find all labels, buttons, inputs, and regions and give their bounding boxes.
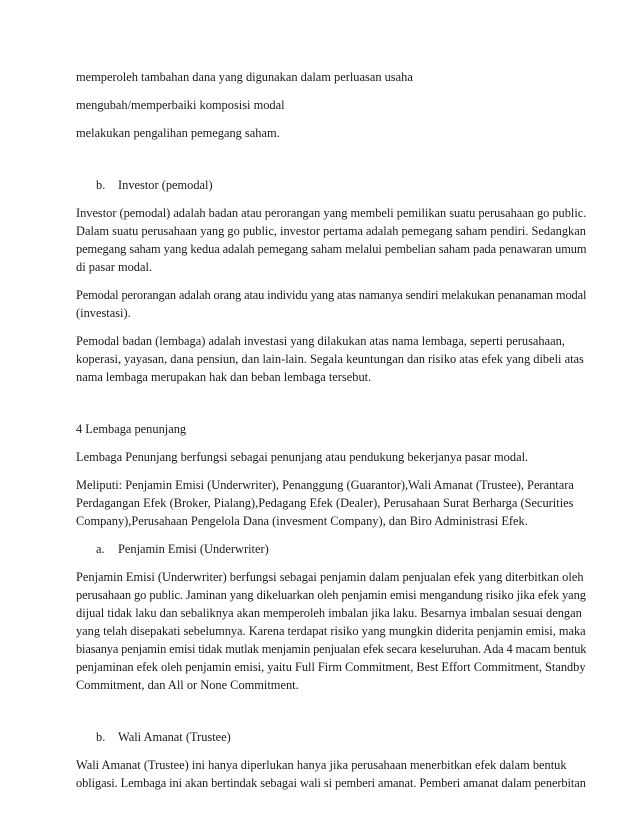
text-line: 4 Lembaga penunjang [76, 422, 187, 436]
section-heading-lembaga-penunjang [76, 420, 568, 438]
list-item-heading: Penjamin Emisi (Underwriter) [118, 542, 269, 556]
list-item-heading: Wali Amanat (Trustee) [118, 730, 231, 744]
text-line: biasanya penjamin emisi tidak mutlak menjamin penjualan efek secara keseluruhan. Ada 4 macam bentuk [76, 642, 587, 656]
paragraph-pemodal-perorangan [76, 286, 587, 322]
paragraph-lembaga-fungsi [76, 448, 568, 466]
list-item-investor [76, 176, 568, 194]
paragraph-meliputi [76, 476, 574, 530]
text-line: Pemodal badan (lembaga) adalah investasi yang dilakukan atas nama lembaga, seperti perusahaan, [76, 334, 565, 348]
paragraph-tujuan-1 [76, 68, 568, 86]
text-line: obligasi. Lembaga ini akan bertindak sebagai wali si pemberi amanat. Pemberi amanat dalam penerbitan [76, 776, 586, 790]
text-line: (investasi). [76, 306, 131, 320]
list-marker: b. [96, 730, 106, 744]
text-line: Investor (pemodal) adalah badan atau perorangan yang membeli pemilikan suatu perusahaan go public. [76, 206, 587, 220]
text-line: Perdagangan Efek (Broker, Pialang),Pedagang Efek (Dealer), Perusahaan Surat Berharga (Securities [76, 496, 574, 510]
text-line: Company),Perusahaan Pengelola Dana (invesment Company), dan Biro Administrasi Efek. [76, 514, 528, 528]
text-line: penjaminan efek oleh penjamin emisi, yaitu Full Firm Commitment, Best Effort Commitment, Standby [76, 660, 586, 674]
paragraph-tujuan-3 [76, 124, 568, 142]
list-item-wali-amanat [76, 728, 568, 746]
text-line: Wali Amanat (Trustee) ini hanya diperlukan hanya jika perusahaan menerbitkan efek dalam bentuk [76, 758, 567, 772]
text-line: di pasar modal. [76, 260, 153, 274]
text-line: memperoleh tambahan dana yang digunakan dalam perluasan usaha [76, 70, 413, 84]
text-line: pemegang saham yang kedua adalah pemegang saham melalui pembelian saham pada penawaran umum [76, 242, 587, 256]
text-line: perusahaan go public. Jaminan yang dikeluarkan oleh penjamin emisi mengandung risiko jika efek yang [76, 588, 586, 602]
text-line: mengubah/memperbaiki komposisi modal [76, 98, 285, 112]
list-item-penjamin-emisi [76, 540, 568, 558]
text-line: melakukan pengalihan pemegang saham. [76, 126, 280, 140]
text-line: yang telah disepakati sebelumnya. Karena terdapat risiko yang mungkin diderita penjamin emisi, maka [76, 624, 586, 638]
text-line: nama lembaga merupakan hak dan beban lembaga tersebut. [76, 370, 372, 384]
text-line: dijual tidak laku dan sebaliknya akan memperoleh imbalan jika laku. Besarnya imbalan sesuai dengan [76, 606, 582, 620]
paragraph-pemodal-badan [76, 332, 584, 386]
list-marker: b. [96, 178, 106, 192]
paragraph-wali-amanat [76, 756, 586, 792]
text-line: Pemodal perorangan adalah orang atau individu yang atas namanya sendiri melakukan penanaman modal [76, 288, 587, 302]
paragraph-investor-definition [76, 204, 587, 276]
text-line: Meliputi: Penjamin Emisi (Underwriter), Penanggung (Guarantor),Wali Amanat (Trustee), Perantara [76, 478, 574, 492]
paragraph-tujuan-2 [76, 96, 568, 114]
text-line: Dalam suatu perusahaan yang go public, investor pertama adalah pemegang saham pendiri. Sedangkan [76, 224, 586, 238]
list-marker: a. [96, 542, 105, 556]
text-line: Commitment, dan All or None Commitment. [76, 678, 299, 692]
text-line: koperasi, yayasan, dana pensiun, dan lain-lain. Segala keuntungan dan risiko atas efek yang dibeli atas [76, 352, 584, 366]
paragraph-penjamin-emisi [76, 568, 587, 694]
list-item-heading: Investor (pemodal) [118, 178, 213, 192]
text-line: Penjamin Emisi (Underwriter) berfungsi sebagai penjamin dalam penjualan efek yang diterbitkan oleh [76, 570, 584, 584]
text-line: Lembaga Penunjang berfungsi sebagai penunjang atau pendukung bekerjanya pasar modal. [76, 450, 529, 464]
